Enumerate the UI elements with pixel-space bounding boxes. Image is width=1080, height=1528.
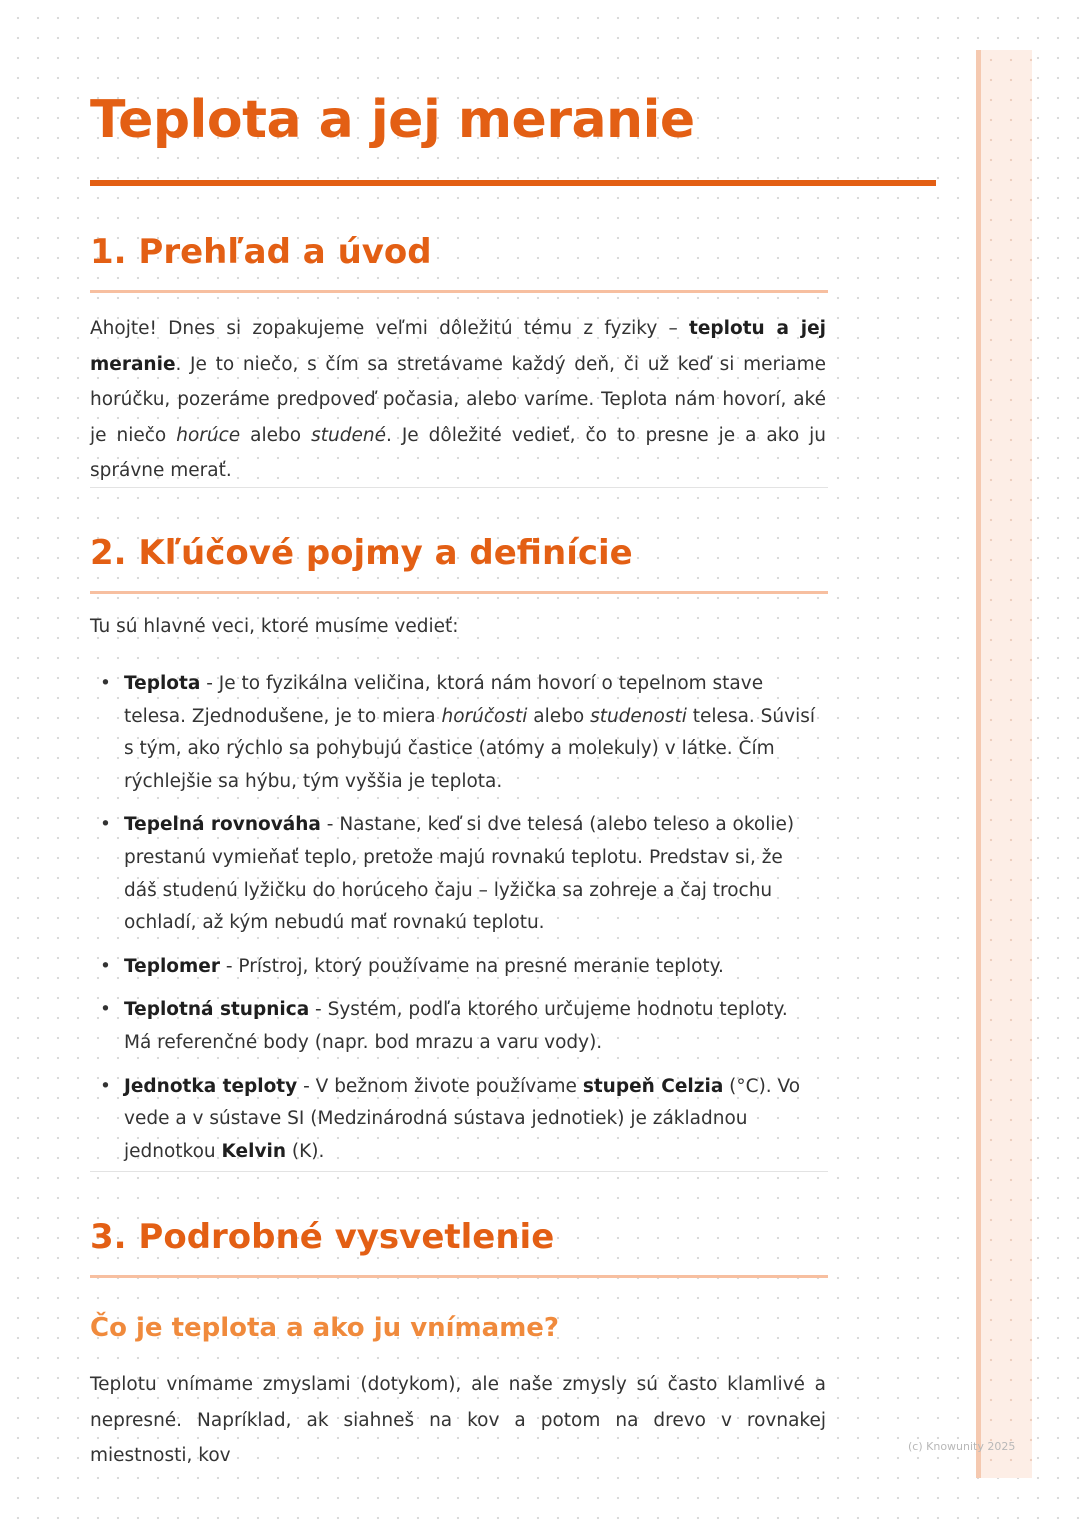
section-underline bbox=[90, 591, 828, 594]
section-divider bbox=[90, 487, 828, 488]
key-terms-list bbox=[90, 668, 820, 1179]
copyright-footer: (c) Knowunity 2025 bbox=[908, 1440, 1016, 1453]
bullet: • bbox=[100, 999, 111, 1021]
side-margin-strip bbox=[976, 50, 1032, 1478]
list-item: • Jednotka teploty - V bežnom živote používame stupeň Celzia (°C). Vo vede a v sústave SI (Medzinárodná sústava jednotiek) je základnou jednotkou Kelvin (K). bbox=[90, 1071, 820, 1169]
section-heading-overview: 1. Prehľad a úvod bbox=[90, 232, 432, 272]
list-item: • Teplomer - Prístroj, ktorý používame na presné meranie teploty. bbox=[90, 951, 820, 984]
bullet: • bbox=[100, 955, 111, 977]
list-item: • Teplota - Je to fyzikálna veličina, ktorá nám hovorí o tepelnom stave telesa. Zjednodušene, je to miera horúčosti alebo studenosti telesa. Súvisí s tým, ako rýchlo sa pohybujú častice (atómy a molekuly) v látke. Čím rýchlejšie sa hýbu, tým vyššia je teplota. bbox=[90, 668, 820, 798]
section-heading-explanation: 3. Podrobné vysvetlenie bbox=[90, 1217, 555, 1257]
list-item: • Tepelná rovnováha - Nastane, keď si dve telesá (alebo teleso a okolie) prestanú vymieňať teplo, pretože majú rovnakú teplotu. Predstav si, že dáš studenú lyžičku do horúceho čaju – lyžička sa zohreje a čaj trochu ochladí, až kým nebudú mať rovnakú teplotu. bbox=[90, 809, 820, 939]
section-divider bbox=[90, 1171, 828, 1172]
key-terms-intro: Tu sú hlavné veci, ktoré musíme vedieť: bbox=[90, 616, 459, 637]
bullet: • bbox=[100, 673, 111, 694]
subheading-perception: Čo je teplota a ako ju vnímame? bbox=[90, 1313, 560, 1343]
bullet: • bbox=[100, 1075, 111, 1097]
list-item: • Teplotná stupnica - Systém, podľa ktorého určujeme hodnotu teploty. Má referenčné body (napr. bod mrazu a varu vody). bbox=[90, 994, 820, 1059]
page-title: Teplota a jej meranie bbox=[90, 90, 695, 150]
section-underline bbox=[90, 1275, 828, 1278]
explanation-paragraph: Teplotu vnímame zmyslami (dotykom), ale naše zmysly sú často klamlivé a nepresné. Napríklad, ak siahneš na kov a potom na drevo v rovnakej miestnosti, kov bbox=[90, 1374, 826, 1466]
section-underline bbox=[90, 290, 828, 293]
bullet: • bbox=[100, 814, 111, 836]
section-heading-key-terms: 2. Kľúčové pojmy a definície bbox=[90, 533, 633, 573]
overview-paragraph: Ahojte! Dnes si zopakujeme veľmi dôležitú tému z fyziky – teplotu a jej meranie. Je to niečo, s čím sa stretávame každý deň, či už keď si meriame horúčku, pozeráme predpoveď počasia, alebo varíme. Teplota nám hovorí, aké je niečo horúce alebo studené. Je dôležité vedieť, čo to presne je a ako ju správne merať. bbox=[90, 318, 827, 481]
title-underline bbox=[90, 180, 936, 186]
